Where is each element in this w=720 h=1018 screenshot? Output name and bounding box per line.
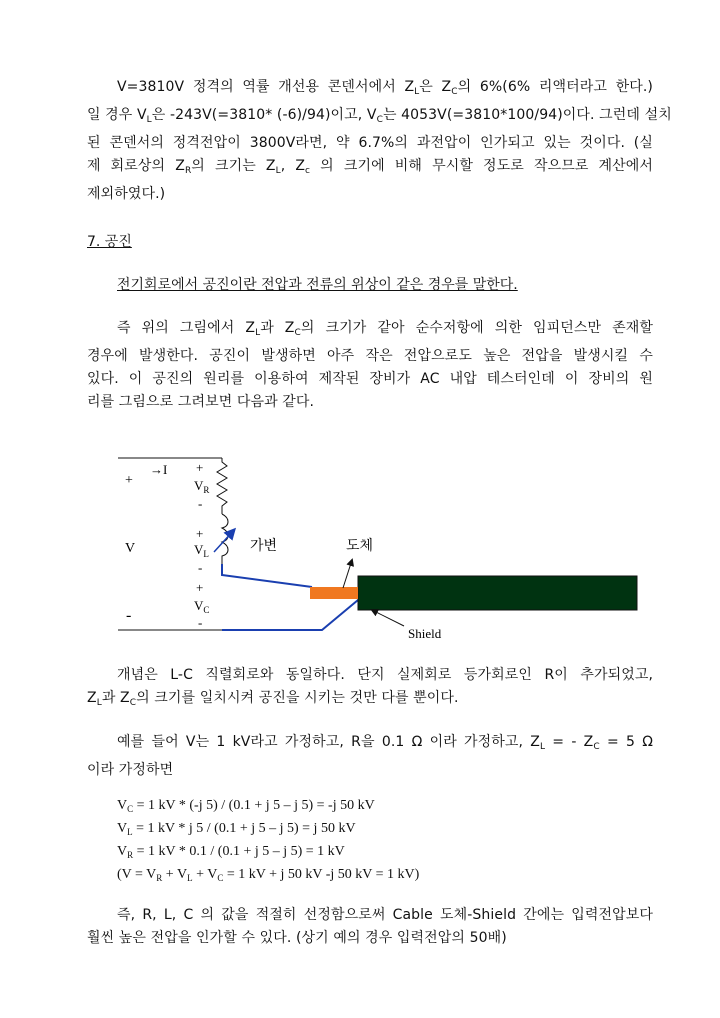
text-line: 경우에 발생한다. 공진이 발생하면 아주 작은 전압으로도 높은 전압을 발생시킬 수 [87,348,653,364]
paragraph-capacitor-overvoltage [87,76,672,206]
variable-label: 가변 [250,538,278,554]
equation-sum: ($V = V_R + V_L + V_C = 1$ kV + j 50 kV -j 50 kV = 1 kV) [117,867,420,883]
paragraph-resonance-explanation [87,317,653,414]
text-line: 즉, R, L, C 의 값을 적절히 선정함으로써 Cable 도체-Shield 간에는 입력전압보다 [117,907,653,923]
equation-vl: $V_L = 1$ kV * j 5 / (0.1 + j 5 – j 5) = j 50 kV [117,821,356,837]
text-line: 된 콘덴서의 정격전압이 3800V라면, 약 6.7%의 과전압이 인가되고 있는 것이다. (실 [87,135,653,151]
text-line: 있다. 이 공진의 원리를 이용하여 제작된 장비가 AC 내압 테스터인데 이 장비의 원 [87,371,653,387]
text-line: 예를 들어 V는 1 kV라고 가정하고, R을 0.1 Ω 이라 가정하고, $Z_L$ = - $Z_C = 5$ Ω [117,734,653,752]
text-line: $Z_L$과 $Z_C$의 크기를 일치시켜 공진을 시키는 것만 다를 뿐이다. [87,690,459,708]
equation-vr: $V_R = 1$ kV * 0.1 / (0.1 + j 5 – j 5) = 1 kV [117,844,345,860]
lower-blue-wire [222,600,358,630]
vc-minus-sign: - [198,615,203,630]
vl-minus-sign: - [198,560,203,575]
text-line: 제외하였다.) [87,186,166,202]
text-line: 훨씬 높은 전압을 인가할 수 있다. (상기 예의 경우 입력전압의 50배) [87,930,507,946]
equation-vc: $V_C = 1$ kV * (-j 5) / (0.1 + j 5 – j 5) = -j 50 kV [117,798,375,814]
vr-minus-sign: - [198,496,203,511]
text-line: 개념은 L-C 직렬회로와 동일하다. 단지 실제회로 등가회로인 R이 추가되었고, [117,667,653,683]
source-voltage-label: V [125,541,136,556]
text-line: 제 회로상의 $Z_R$의 크기는 $Z_L$, $Z_c$ 의 크기에 비해 무시할 정도로 작으므로 계산에서 [87,158,653,176]
vr-plus-sign: + [196,460,204,475]
section-heading: 7. 공진 [87,234,132,250]
upper-blue-wire [222,564,312,587]
paragraph-concept [87,664,653,715]
source-plus-sign: + [125,473,133,488]
shield-pointer-arrow [372,610,404,626]
vl-label: $V_L$ [194,542,209,559]
vc-plus-sign: + [196,580,204,595]
text-line: 즉 위의 그림에서 $Z_L$과 $Z_C$의 크기가 같아 순수저항에 의한 임피던스만 존재할 [117,320,654,338]
conductor-label: 도체 [346,538,374,554]
paragraph-conclusion [87,904,653,950]
resonance-circuit-diagram [0,440,720,650]
cable-conductor [310,587,358,599]
text-line: 일 경우 $V_L$은 -243V(=3810* (-6)/94)이고, $V_C$는 4053V(=3810*100/94)이다. 그런데 설치 [87,107,672,125]
vr-label: $V_R$ [194,478,210,495]
cable-shield-body [358,576,637,610]
text-line: V=3810V 정격의 역률 개선용 콘덴서에서 $Z_L$은 $Z_C$의 6%(6% 리액터라고 한다.) [117,79,653,97]
text-line: 리를 그림으로 그려보면 다음과 같다. [87,394,315,410]
vl-plus-sign: + [196,526,204,541]
text-line: 이라 가정하면 [87,762,174,778]
resonance-definition: 전기회로에서 공진이란 전압과 전류의 위상이 같은 경우를 말한다. [117,277,518,293]
shield-label: Shield [408,626,442,641]
conductor-pointer-arrow [343,560,352,588]
variable-arrow-icon [214,530,234,552]
current-label: →I [150,462,168,477]
paragraph-example-assumption [87,731,653,782]
resistor-symbol [217,458,227,514]
source-minus-sign: - [126,607,132,624]
vc-label: $V_C$ [194,598,210,615]
